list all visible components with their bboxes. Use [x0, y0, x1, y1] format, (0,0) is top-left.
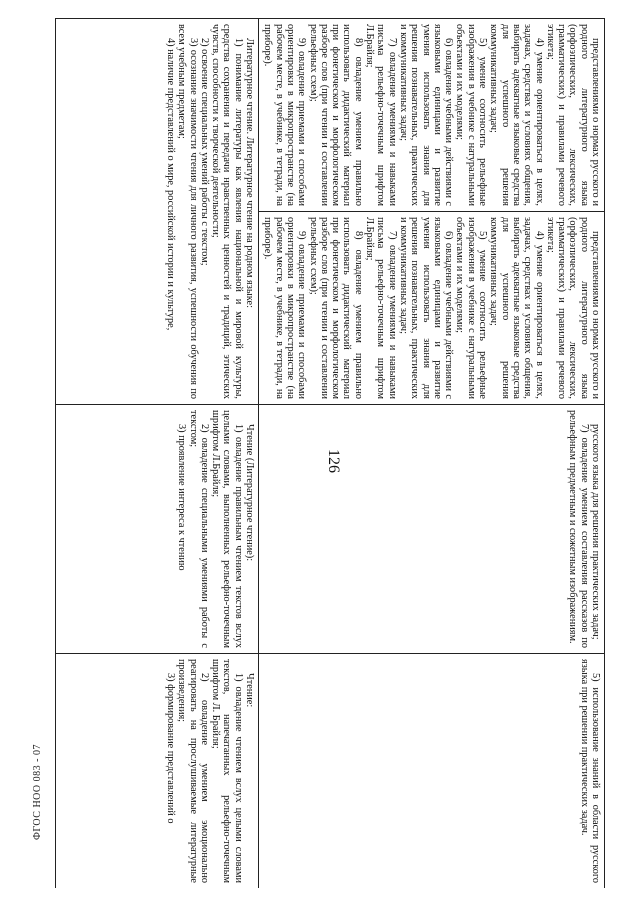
paragraph: 2) овладение специальными умениями работы с текстом;: [187, 410, 210, 648]
paragraph: 8) овладение умением правильно использовать дидактический материал при фонетическом и морфологическом разборе слов (при чтении и составлении рельефных схем);: [307, 24, 364, 206]
paragraph: 1) понимание литературы как явления национальной и мировой культуры, средства сохранения и передачи нравственных ценностей и традиций, этических чувств, способности к творческой деятельности;: [210, 24, 244, 399]
paragraph: 8) овладение умением правильно использовать дидактический материал при фонетическом и морфологическом разборе слов (при чтении и составлении рельефных схем);: [307, 217, 364, 399]
standards-table: [55, 18, 605, 888]
paragraph: 2) овладение умением эмоционально реагировать на прослушиваемые литературные произведения;: [176, 659, 210, 883]
paragraph: 7) овладение умениями и навыками письма рельефно-точечным шрифтом Л.Брайля;: [364, 217, 398, 399]
standards-table-rotated: [55, 18, 605, 888]
page-number: 126: [325, 449, 342, 473]
paragraph: представлениями о нормах русского и родного литературного языка (орфоэпических, лексических, грамматических) и правилами речевого этикета;: [544, 217, 601, 399]
paragraph: Чтение:: [244, 673, 256, 708]
paragraph: русского языка для решения практических задач;: [590, 424, 601, 640]
cell-top-col4: [259, 654, 605, 889]
table-row-bottom: [56, 19, 259, 889]
cell-top-col3: [259, 405, 605, 654]
paragraph: 9) овладение приемами и способами ориентировки в микропространстве (на рабочем месте, в учебнике, в тетради, на приборе).: [262, 24, 308, 206]
paragraph: Чтение (Литературное чтение):: [244, 424, 256, 562]
paragraph: 5) использование знаний в области русского языка при решении практических задач.: [578, 659, 601, 883]
paragraph: 4) умение ориентироваться в целях, задачах, средствах и условиях общения, выбирать адекватные языковые средства для успешного решения коммуникативных задач;: [488, 24, 545, 206]
paragraph: Литературное чтение. Литературное чтение на родном языке:: [244, 38, 256, 308]
paragraph: 1) овладение чтением вслух целыми словами текстов, напечатанных рельефно-точечным шрифтом Л. Брайля;: [210, 659, 244, 883]
cell-bottom-col4: [56, 654, 259, 889]
document-page: [55, 18, 605, 888]
document-footer: ФГОС НОО 083 - 07: [32, 744, 43, 840]
paragraph: 6) овладение учебными действиями с языковыми единицами и развитие умения использовать знания для решения познавательных, практических и коммуникативных задач;: [397, 217, 455, 399]
paragraph: 5) умение соотносить рельефные изображения в учебнике с натуральными объектами и их моделями;: [454, 24, 489, 206]
table-row-top: [259, 19, 605, 889]
paragraph: 7) овладение умениями и навыками письма рельефно-точечным шрифтом Л.Брайля;: [364, 24, 398, 206]
paragraph: 1) овладение правильным чтением текстов вслух целыми словами, выполненных рельефно-точечным шрифтом Л.Брайля;: [210, 410, 244, 648]
paragraph: 3) осознание значимости чтения для личного развития, успешности обучения по всем учебным предметам;: [176, 24, 199, 399]
cell-top-col1: [259, 19, 605, 212]
paragraph: представлениями о нормах русского и родного литературного языка (орфоэпических, лексических, грамматических) и правилами речевого этикета;: [544, 24, 601, 206]
paragraph: 5) умение соотносить рельефные изображения в учебнике с натуральными объектами и их моделями;: [454, 217, 489, 399]
cell-bottom-wide: [56, 19, 259, 405]
paragraph: 6) овладение учебными действиями с языковыми единицами и развитие умения использовать знания для решения познавательных, практических и коммуникативных задач;: [397, 24, 455, 206]
cell-bottom-col3: [56, 405, 259, 654]
paragraph: 2) освоение специальных умений работы с текстом;: [198, 38, 210, 266]
cell-top-col2: [259, 212, 605, 405]
paragraph: 3) проявление интереса к чтению: [176, 424, 188, 571]
paragraph: 7) овладение умением составления рассказов по рельефным предметным и сюжетным изображениям.: [567, 410, 590, 648]
paragraph: 3) формирование представлений о: [165, 673, 177, 824]
paragraph: 4) наличие представлений о мире, российской истории и культуре,: [165, 38, 177, 331]
paragraph: 4) умение ориентироваться в целях, задачах, средствах и условиях общения, выбирать адекватные языковые средства для успешного решения коммуникативных задач;: [488, 217, 545, 399]
paragraph: 9) овладение приемами и способами ориентировки в микропространстве (на рабочем месте, в учебнике, в тетради, на приборе).: [262, 217, 308, 399]
